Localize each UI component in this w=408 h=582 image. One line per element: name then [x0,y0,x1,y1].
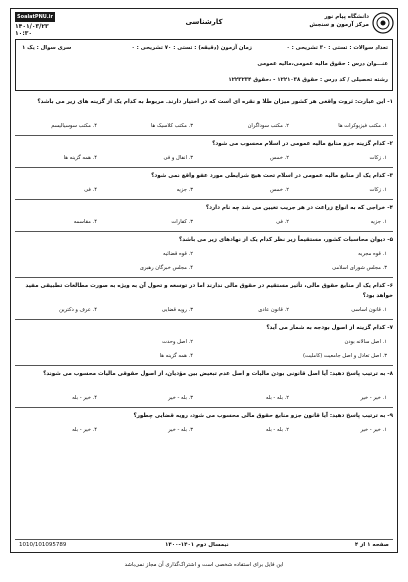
question-count: تعداد سوالات : تستی : ۳۰ تشریحی : ۰ [286,45,388,51]
option-4: ۴. خیر - بله [72,427,97,433]
option-2: ۲. فی [276,219,289,225]
exam-time: ۱۰:۳۰ [15,30,33,37]
option-1: ۱. قوه مجریه [358,251,387,257]
exam-code: 1010/101095789 [19,542,67,548]
option-3: ۳. بله - خیر [168,395,193,401]
option-3: ۳. انفال و فی [163,155,193,161]
option-2: ۲. بله - بله [265,395,289,401]
question-5: ۵- دیوان محاسبات کشور، مستقیماً زیر نظر کدام یک از نهادهای زیر می باشد؟ [179,237,393,243]
option-3: ۳. اصل تعادل و اصل جامعیت (کاملیت) [303,353,387,359]
separator [15,135,393,136]
field-course-code: رشته تحصیلی / کد درس : حقوق ۱۲۲۱۰۳۸ - ،حقوق ۱۲۲۳۲۳۴ [228,77,388,83]
option-1: ۱. خیر - خیر [360,395,387,401]
option-2: ۲. بله - بله [265,427,289,433]
page-footer [15,542,393,552]
separator [15,319,393,320]
question-2-options [15,155,393,165]
option-1: ۱. قانون اساسی [351,307,387,313]
option-1: ۱. مکتب فیزیوکرات ها [338,123,387,129]
separator [15,199,393,200]
question-4-options [15,219,393,229]
semester-label: نیمسال دوم ۱۴۰۱-۱۴۰۰ [165,542,229,548]
info-row-1 [16,42,392,55]
option-1: ۱. جزیه [370,219,387,225]
exam-datetime [15,23,49,37]
question-series: سری سوال : یک ۱ [22,45,72,51]
question-7-options-row2 [15,353,393,363]
page-number: صفحه ۱ از ۴ [354,542,389,548]
separator [15,277,393,278]
option-4: ۴. خیر - بله [72,395,97,401]
option-1: ۱. خیر - خیر [360,427,387,433]
separator [15,365,393,366]
question-6: ۶- کدام یک از منابع حقوق مالی، تأثیر مستقیم در حقوق مالی ندارند اما در توسعه و تحول آن به ویژه به صورت مطالعات تطبیقی مفید خواهد بود؟ [25,283,393,299]
question-5-options-row1 [15,251,393,261]
question-2: ۲- کدام گزینه جزو منابع مالیه عمومی در اسلام محسوب می شود؟ [212,141,393,147]
question-9-options [15,427,393,437]
copyright-note: این فایل برای استفاده شخصی است و اشتراک‌گذاری آن مجاز نمی‌باشد [124,562,284,568]
option-3: ۳. بله - خیر [168,427,193,433]
question-6-options [15,307,393,317]
option-3: ۳. کفارات [171,219,193,225]
separator [15,407,393,408]
question-3-options [15,187,393,197]
footer-separator [15,539,393,540]
option-1: ۱. زکات [369,187,387,193]
option-2: ۲. اصل وحدت [162,339,193,345]
info-row-3 [16,74,392,87]
course-title: عنـــوان درس : حقوق مالیه عمومی،مالیه عمومی [257,61,388,67]
exam-duration: زمان آزمون (دقیقه) : تستی : ۷۰ تشریحی : ۰ [131,45,252,51]
option-2: ۲. خمس [270,155,289,161]
option-4: ۴. مقاسمه [73,219,97,225]
option-3: ۳. مجلس شورای اسلامی [332,265,387,271]
option-1: ۱. زکات [369,155,387,161]
question-8: ۸- به ترتیب پاسخ دهید: آیا اصل قانونی بودن مالیات و اصل عدم تبعیض بین مؤدیان، از اصول حقوقی مالیات محسوب می شوند؟ [43,371,393,377]
question-1-options [15,123,393,133]
university-line2: مرکز آزمون و سنجش [309,22,369,28]
option-3: ۳. رویه قضایی [161,307,193,313]
option-3: ۳. مکتب کلاسیک ها [150,123,193,129]
separator [15,167,393,168]
question-3: ۳- کدام یک از منابع مالیه عمومی در اسلام تحت هیچ شرایطی مورد عفو واقع نمی شود؟ [151,173,393,179]
option-4: ۴. همه گزینه ها [159,353,193,359]
option-3: ۳. جزیه [176,187,193,193]
question-8-options [15,395,393,405]
exam-header [11,9,397,39]
question-4: ۴- خراجی که به انواع زراعت در هر جریب تعیین می شد چه نام دارد؟ [205,205,393,211]
question-7-options-row1 [15,339,393,349]
option-2: ۲. خمس [270,187,289,193]
option-1: ۱. اصل سالانه بودن [344,339,387,345]
option-4: ۴. فی [84,187,97,193]
question-7: ۷- کدام گزینه از اصول بودجه به شمار می آید؟ [266,325,393,331]
university-line1: دانشگاه پیام نور [324,14,369,20]
question-1: ۱- این عبارت: ثروت واقعی هر کشور میزان طلا و نقره ای است که در اختیار دارند. مربوط به کدام یک از گزینه های زیر می باشد؟ [37,99,393,105]
degree-title: کارشناسی [185,18,223,26]
question-5-options-row2 [15,265,393,275]
option-2: ۲. قوه قضائیه [163,251,193,257]
question-9: ۹- به ترتیب پاسخ دهید: آیا قانون جزو منابع حقوق مالی محسوب می شود، رویه قضایی چطور؟ [133,413,393,419]
option-2: ۲. قانون عادی [258,307,289,313]
site-logo: SoalatPNU.ir [15,12,55,22]
option-4: ۴. عرف و دکترین [59,307,97,313]
option-4: ۴. همه گزینه ها [63,155,97,161]
exam-date: ۱۴۰۱/۰۳/۲۳ [15,23,49,30]
option-2: ۲. مکتب سوداگران [247,123,289,129]
exam-info-box [15,39,393,91]
exam-sheet [10,8,398,553]
separator [15,231,393,232]
option-4: ۴. مکتب سوسیالیسم [51,123,97,129]
option-4: ۴. مجلس خبرگان رهبری [139,265,193,271]
info-row-2 [16,58,392,71]
